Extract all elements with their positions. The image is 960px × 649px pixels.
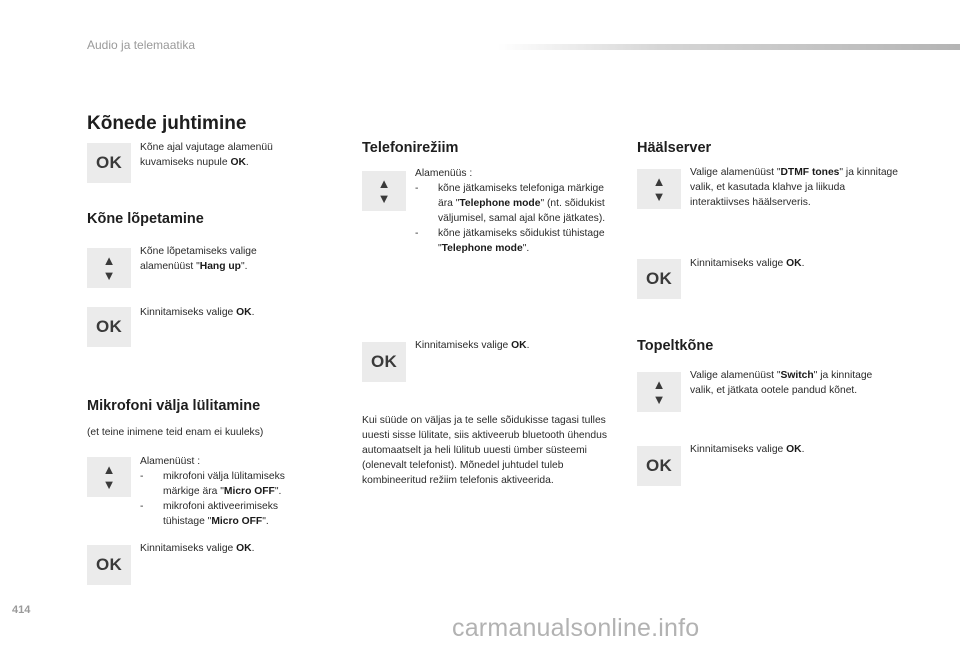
mute-mic-note: (et teine inimene teid enam ei kuuleks) <box>87 427 264 438</box>
voicemail-text: Valige alamenüüst "DTMF tones" ja kinnitage valik, et kasutada klahve ja liikuda interaktiivses häälserveris. <box>690 167 899 208</box>
double-call-confirm: Kinnitamiseks valige OK. <box>690 444 805 455</box>
heading-mute-mic: Mikrofoni välja lülitamine <box>87 398 261 414</box>
double-call-text: Valige alamenüüst "Switch" ja kinnitage valik, et jätkata ootele pandud kõnet. <box>690 370 873 396</box>
telephone-mode-footnote: Kui süüde on väljas ja te selle sõidukisse tagasi tulles uuesti sisse lülitate, siis aktiveerub bluetooth ühendus automaatselt ja heli lülitub uuesti ümber süsteemi (olenevalt telefonist). Mõnedel juhtudel tuleb kombineeritud režiim telefonis aktiveerida. <box>362 415 607 486</box>
watermark: carmanualsonline.info <box>452 614 700 642</box>
ok-button-icon: OK <box>637 446 681 486</box>
telephone-mode-confirm: Kinnitamiseks valige OK. <box>415 340 530 351</box>
mute-mic-confirm: Kinnitamiseks valige OK. <box>140 543 255 554</box>
page-number: 414 <box>12 604 31 616</box>
up-down-arrows-icon: ▲ ▼ <box>87 457 131 497</box>
up-down-arrows-icon: ▲ ▼ <box>637 169 681 209</box>
ok-button-icon: OK <box>362 342 406 382</box>
heading-hang-up: Kõne lõpetamine <box>87 211 204 227</box>
section-header-title: Audio ja telemaatika <box>87 38 196 52</box>
heading-voicemail: Häälserver <box>637 140 712 156</box>
ok-button-icon: OK <box>87 143 131 183</box>
heading-double-call: Topeltkõne <box>637 338 714 354</box>
page-title: Kõnede juhtimine <box>87 113 247 134</box>
hang-up-text: Kõne lõpetamiseks valige alamenüüst "Hang up". <box>140 246 257 272</box>
hang-up-confirm: Kinnitamiseks valige OK. <box>140 307 255 318</box>
voicemail-confirm: Kinnitamiseks valige OK. <box>690 258 805 269</box>
heading-telephone-mode: Telefonirežiim <box>362 140 459 156</box>
header-gradient-bar <box>498 44 960 50</box>
ok-button-icon: OK <box>637 259 681 299</box>
ok-button-icon: OK <box>87 307 131 347</box>
mute-mic-submenu: Alamenüüst : - mikrofoni välja lülitamiseks märkige ära "Micro OFF". - mikrofoni aktiveerimiseks tühistage "Micro OFF". <box>140 456 285 527</box>
up-down-arrows-icon: ▲ ▼ <box>87 248 131 288</box>
ok-button-icon: OK <box>87 545 131 585</box>
up-down-arrows-icon: ▲ ▼ <box>362 171 406 211</box>
up-down-arrows-icon: ▲ ▼ <box>637 372 681 412</box>
telephone-mode-submenu: Alamenüüs : - kõne jätkamiseks telefoniga märkige ära "Telephone mode" (nt. sõidukist väljumisel, samal ajal kõne jätkates). - kõne jätkamiseks sõidukist tühistage "Telephone mode". <box>415 168 606 254</box>
call-control-intro: Kõne ajal vajutage alamenüü kuvamiseks nupule OK. <box>140 142 273 168</box>
